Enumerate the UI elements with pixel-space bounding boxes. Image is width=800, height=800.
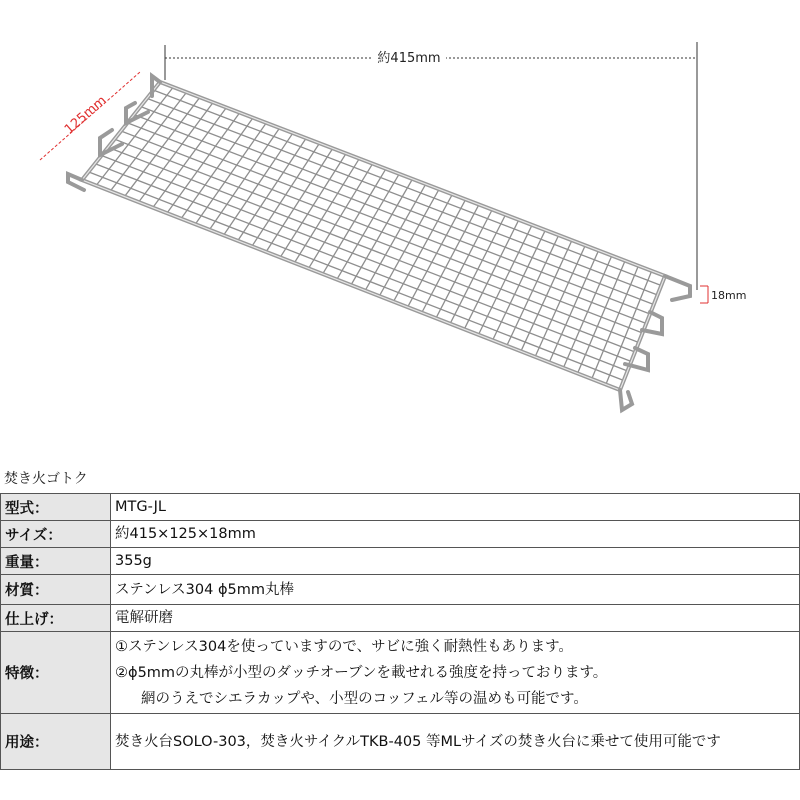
spec-label: 特徴： [1,632,111,714]
spec-value-line: 355g [115,553,152,569]
spec-value [111,521,800,548]
spec-value [111,714,800,770]
spec-value [111,494,800,521]
dimension-length [165,42,697,290]
grill-grate-illustration [68,76,690,410]
spec-value [111,605,800,632]
height-label: 18mm [711,289,747,302]
spec-label: 重量： [1,548,111,575]
spec-row [1,714,800,770]
spec-table [0,493,800,770]
spec-value [111,632,800,714]
spec-value [111,548,800,575]
spec-row [1,521,800,548]
spec-value-line: 焚き火台SOLO-303，焚き火サイクルTKB-405 等MLサイズの焚き火台に乗せて使用可能です [115,733,721,750]
spec-value-line: ステンレス304 ɸ5mm丸棒 [115,581,295,598]
length-label: 約415mm [377,51,441,66]
spec-label: 型式： [1,494,111,521]
product-caption: 焚き火ゴトク [4,471,88,487]
dimension-height [700,286,746,303]
spec-row [1,605,800,632]
spec-label: サイズ： [1,521,111,548]
spec-value-line: 約415×125×18mm [115,526,256,542]
spec-row [1,548,800,575]
spec-row [1,632,800,714]
spec-row [1,494,800,521]
spec-value-line: 電解研磨 [115,610,173,626]
spec-label: 材質： [1,575,111,605]
spec-value-line: MTG-JL [115,499,166,515]
spec-row [1,575,800,605]
width-label: 125mm [61,93,110,138]
spec-label: 仕上げ： [1,605,111,632]
spec-value-line: ②ɸ5mmの丸棒が小型のダッチオーブンを載せれる強度を持っております。 [115,664,608,681]
spec-value [111,575,800,605]
spec-label: 用途： [1,714,111,770]
spec-value-line: 網のうえでシエラカップや、小型のコッフェル等の温めも可能です。 [141,690,588,707]
spec-value-line: ①ステンレス304を使っていますので、サビに強く耐熱性もあります。 [115,638,573,655]
